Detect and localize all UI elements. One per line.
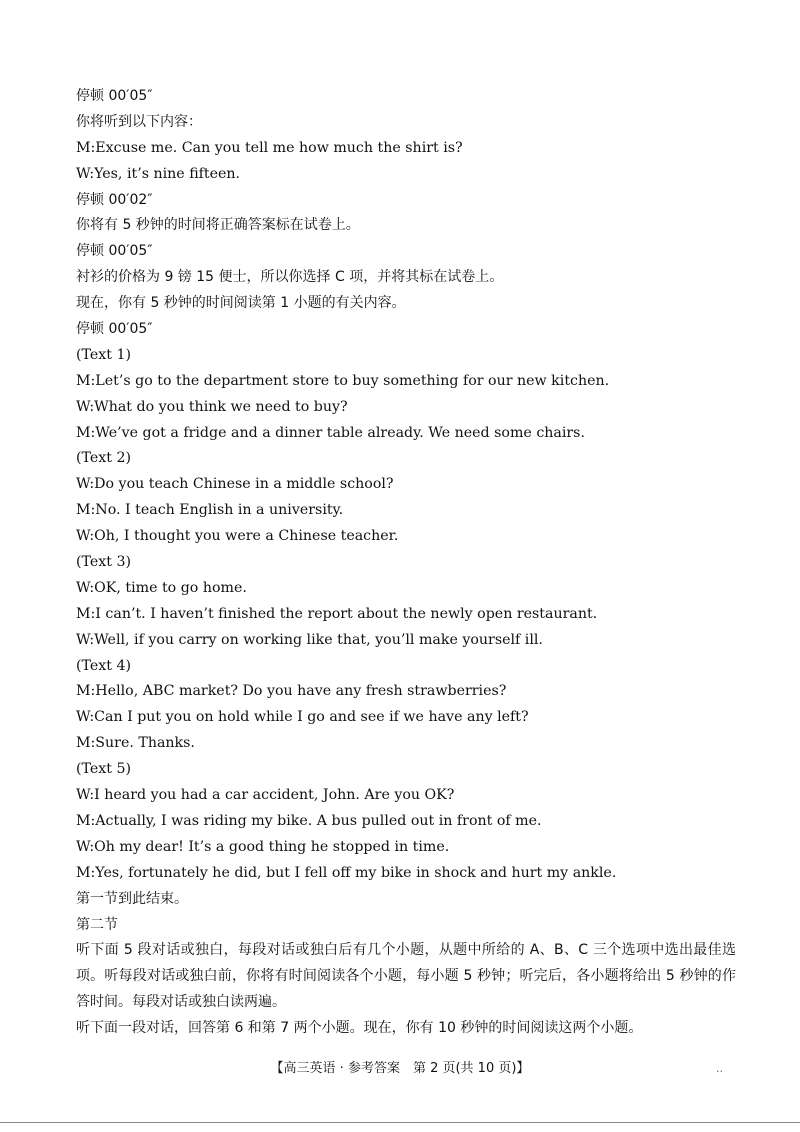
dialogue-line: W:Oh, I thought you were a Chinese teacher.	[76, 528, 399, 545]
dialogue-line: W:Do you teach Chinese in a middle school?	[76, 476, 394, 493]
dialogue-line: W:I heard you had a car accident, John. Are you OK?	[76, 787, 455, 804]
corner-mark: ..	[716, 1062, 723, 1075]
section-heading: 第二节	[76, 916, 118, 933]
dialogue-line: W:What do you think we need to buy?	[76, 398, 348, 415]
instruction-line: 衬衫的价格为 9 镑 15 便士，所以你选择 C 项，并将其标在试卷上。	[76, 269, 504, 286]
text-heading: (Text 2)	[76, 450, 132, 467]
dialogue-line: M:No. I teach English in a university.	[76, 502, 344, 519]
dialogue-line: M:Actually, I was riding my bike. A bus pulled out in front of me.	[76, 812, 542, 829]
bottom-divider	[0, 1122, 800, 1123]
text-heading: (Text 5)	[76, 761, 132, 778]
instruction-line: 听下面一段对话，回答第 6 和第 7 两个小题。现在，你有 10 秒钟的时间阅读这两个小题。	[76, 1020, 643, 1037]
dialogue-line: M:Sure. Thanks.	[76, 735, 195, 752]
dialogue-line: W:Oh my dear! It’s a good thing he stopped in time.	[76, 838, 450, 855]
text-heading: (Text 1)	[76, 346, 132, 363]
pause-line: 停顿 00′02″	[76, 191, 153, 208]
document-body	[76, 84, 736, 1042]
pause-line: 停顿 00′05″	[76, 243, 153, 260]
instruction-line: 你将有 5 秒钟的时间将正确答案标在试卷上。	[76, 217, 360, 234]
section-end-line: 第一节到此结束。	[76, 890, 188, 907]
dialogue-line: M:Excuse me. Can you tell me how much the shirt is?	[76, 139, 463, 156]
dialogue-line: M:I can’t. I haven’t finished the report about the newly open restaurant.	[76, 605, 598, 622]
dialogue-line: M:Yes, fortunately he did, but I fell off my bike in shock and hurt my ankle.	[76, 864, 617, 881]
pause-line: 停顿 00′05″	[76, 321, 153, 338]
section-instruction: 听下面 5 段对话或独白，每段对话或独白后有几个小题，从题中所给的 A、B、C 三个选项中选出最佳选项。听每段对话或独白前，你将有时间阅读各个小题，每小题 5 秒钟；听完后，各小题将给出 5 秒钟的作答时间。每段对话或独白读两遍。	[76, 942, 736, 1011]
dialogue-line: M:We’ve got a fridge and a dinner table already. We need some chairs.	[76, 424, 585, 441]
text-heading: (Text 3)	[76, 554, 132, 571]
dialogue-line: W:Yes, it’s nine fifteen.	[76, 165, 241, 182]
instruction-line: 现在，你有 5 秒钟的时间阅读第 1 小题的有关内容。	[76, 295, 406, 312]
dialogue-line: W:OK, time to go home.	[76, 579, 247, 596]
intro-line: 你将听到以下内容：	[76, 113, 202, 130]
page-footer: 【高三英语 · 参考答案 第 2 页(共 10 页)】	[270, 1061, 530, 1076]
dialogue-line: W:Well, if you carry on working like that, you’ll make yourself ill.	[76, 631, 543, 648]
dialogue-line: M:Hello, ABC market? Do you have any fresh strawberries?	[76, 683, 507, 700]
text-heading: (Text 4)	[76, 657, 132, 674]
dialogue-line: W:Can I put you on hold while I go and see if we have any left?	[76, 709, 529, 726]
dialogue-line: M:Let’s go to the department store to buy something for our new kitchen.	[76, 372, 610, 389]
pause-line: 停顿 00′05″	[76, 88, 153, 104]
